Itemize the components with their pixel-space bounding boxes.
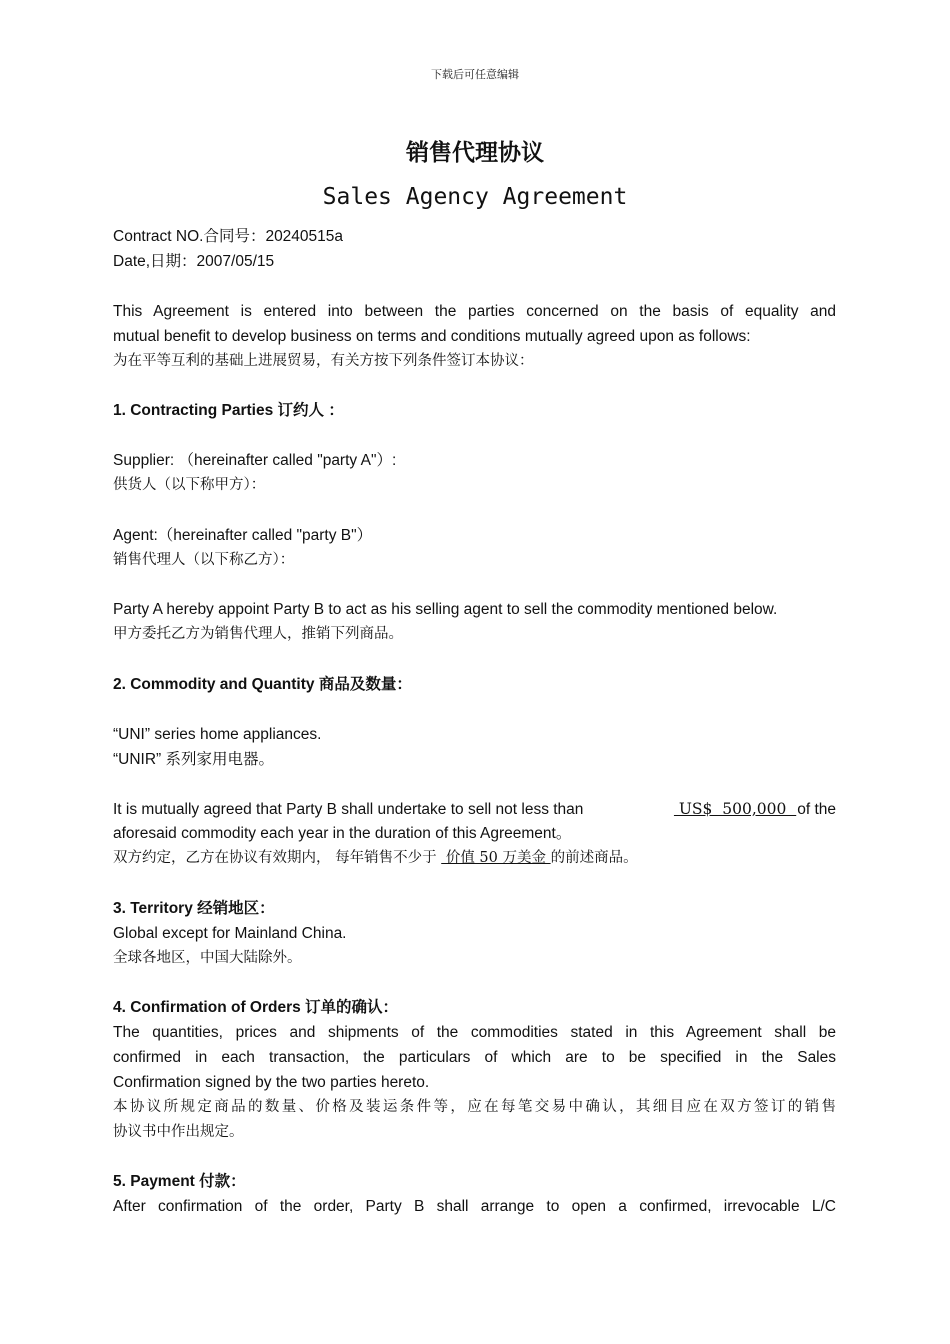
- confirmation-en-line-3: Confirmation signed by the two parties hereto.: [113, 1074, 430, 1091]
- document-title-english: Sales Agency Agreement: [322, 184, 628, 210]
- page-header: 下载后可任意编辑: [431, 68, 519, 81]
- agreement-en-text: It is mutually agreed that Party B shall undertake to sell not less than: [113, 801, 584, 818]
- contract-number: Contract NO.合同号：20240515a: [113, 228, 344, 245]
- section-3-heading: 3. Territory 经销地区：: [113, 900, 275, 917]
- agreement-cn-suffix: 的前述商品。: [550, 850, 638, 866]
- intro-en-line-1: This Agreement is entered into between the parties concerned on the basis of equality and: [113, 303, 836, 320]
- appoint-cn: 甲方委托乙方为销售代理人，推销下列商品。: [113, 626, 403, 642]
- territory-cn: 全球各地区，中国大陆除外。: [113, 950, 302, 966]
- supplier-label-en: Supplier: （hereinafter called "party A"）:: [113, 452, 397, 469]
- document-title-chinese: 销售代理协议: [406, 140, 544, 166]
- contract-date: Date,日期：2007/05/15: [113, 253, 275, 270]
- supplier-label-cn: 供货人（以下称甲方）：: [113, 477, 266, 493]
- section-2-heading: 2. Commodity and Quantity 商品及数量：: [113, 676, 412, 693]
- confirmation-cn-line-1: 本协议所规定商品的数量、价格及装运条件等，应在每笔交易中确认，其细目应在双方签订的销售: [113, 1099, 836, 1115]
- agent-label-cn: 销售代理人（以下称乙方）：: [113, 552, 295, 568]
- agreement-cn-text: 双方约定，乙方在协议有效期内， 每年销售不少于: [113, 850, 442, 866]
- section-5-heading: 5. Payment 付款：: [113, 1173, 246, 1190]
- confirmation-en-line-2: confirmed in each transaction, the particulars of which are to be specified in the Sales: [113, 1049, 836, 1066]
- intro-en-line-2: mutual benefit to develop business on terms and conditions mutually agreed upon as follows:: [113, 328, 751, 345]
- agreement-en-line-2: aforesaid commodity each year in the duration of this Agreement。: [113, 825, 572, 842]
- territory-en: Global except for Mainland China.: [113, 925, 347, 942]
- agreement-cn-amount: 价值 50 万美金: [441, 850, 551, 866]
- appoint-en: Party A hereby appoint Party B to act as his selling agent to sell the commodity mentioned below.: [113, 601, 778, 618]
- agreement-cn: [113, 846, 836, 871]
- commodity-en: “UNI” series home appliances.: [113, 726, 322, 743]
- confirmation-en-line-1: The quantities, prices and shipments of the commodities stated in this Agreement shall be: [113, 1024, 836, 1041]
- agent-label-en: Agent:（hereinafter called "party B"）: [113, 527, 373, 544]
- agreement-amount: US$ 500,000: [673, 800, 797, 818]
- section-1-heading: 1. Contracting Parties 订约人 ：: [113, 402, 344, 419]
- payment-en-line-1: After confirmation of the order, Party B shall arrange to open a confirmed, irrevocable L/C: [113, 1198, 836, 1215]
- agreement-en-suffix: of the: [797, 801, 836, 818]
- intro-cn: 为在平等互利的基础上进展贸易，有关方按下列条件签订本协议：: [113, 353, 534, 369]
- commodity-cn: “UNIR” 系列家用电器。: [113, 751, 275, 768]
- agreement-en-line-1: [113, 797, 836, 822]
- confirmation-cn-line-2: 协议书中作出规定。: [113, 1124, 244, 1140]
- section-4-heading: 4. Confirmation of Orders 订单的确认：: [113, 999, 399, 1016]
